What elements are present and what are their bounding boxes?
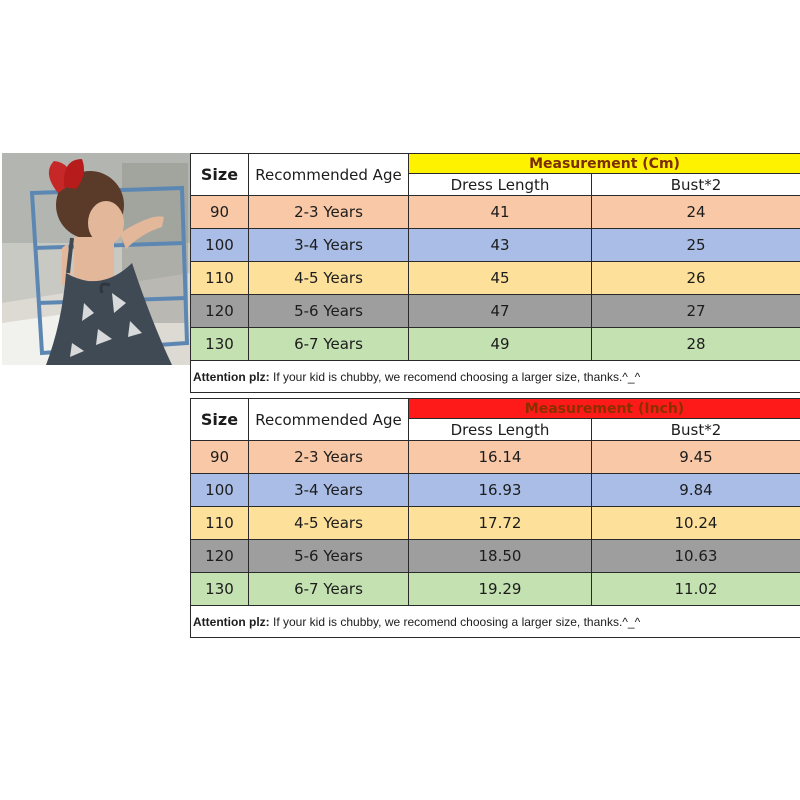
note-label: Attention plz: [193, 369, 270, 384]
note-label: Attention plz: [193, 614, 270, 629]
table-row [191, 507, 800, 540]
size-header: Size [191, 399, 249, 441]
note-text: If your kid is chubby, we recomend choosing a larger size, thanks.^_^ [269, 369, 641, 384]
header-row [191, 154, 800, 174]
length-header: Dress Length [409, 174, 592, 196]
length-cell: 16.14 [409, 441, 592, 474]
size-cell: 100 [191, 229, 249, 262]
size-cell: 100 [191, 474, 249, 507]
table-row [191, 196, 800, 229]
age-cell: 5-6 Years [249, 540, 409, 573]
age-cell: 2-3 Years [249, 441, 409, 474]
length-cell: 19.29 [409, 573, 592, 606]
size-cell: 110 [191, 507, 249, 540]
age-cell: 4-5 Years [249, 262, 409, 295]
bust-cell: 10.63 [592, 540, 800, 573]
bust-cell: 24 [592, 196, 800, 229]
measurement-header-cm: Measurement (Cm) [409, 154, 800, 174]
size-header: Size [191, 154, 249, 196]
measurement-header-inch: Measurement (Inch) [409, 399, 800, 419]
age-header: Recommended Age [249, 399, 409, 441]
bust-cell: 25 [592, 229, 800, 262]
table-row [191, 328, 800, 361]
length-cell: 49 [409, 328, 592, 361]
bust-cell: 10.24 [592, 507, 800, 540]
age-cell: 3-4 Years [249, 474, 409, 507]
table-row [191, 474, 800, 507]
length-cell: 17.72 [409, 507, 592, 540]
age-cell: 6-7 Years [249, 573, 409, 606]
size-cell: 90 [191, 441, 249, 474]
note-row [191, 361, 800, 393]
bust-cell: 9.84 [592, 474, 800, 507]
bust-cell: 11.02 [592, 573, 800, 606]
product-photo [2, 153, 190, 365]
length-cell: 45 [409, 262, 592, 295]
age-cell: 6-7 Years [249, 328, 409, 361]
age-cell: 4-5 Years [249, 507, 409, 540]
table-row [191, 262, 800, 295]
size-chart-inch [190, 398, 800, 638]
table-row [191, 229, 800, 262]
age-header: Recommended Age [249, 154, 409, 196]
size-chart-cm [190, 153, 800, 393]
size-cell: 130 [191, 573, 249, 606]
size-cell: 110 [191, 262, 249, 295]
age-cell: 2-3 Years [249, 196, 409, 229]
table-row [191, 441, 800, 474]
bust-cell: 28 [592, 328, 800, 361]
size-cell: 120 [191, 540, 249, 573]
table-row [191, 573, 800, 606]
header-row [191, 399, 800, 419]
length-cell: 18.50 [409, 540, 592, 573]
age-cell: 5-6 Years [249, 295, 409, 328]
attention-note [191, 606, 800, 638]
table-row [191, 295, 800, 328]
length-cell: 41 [409, 196, 592, 229]
bust-header: Bust*2 [592, 174, 800, 196]
size-cell: 130 [191, 328, 249, 361]
note-row [191, 606, 800, 638]
length-cell: 16.93 [409, 474, 592, 507]
bust-header: Bust*2 [592, 419, 800, 441]
size-cell: 120 [191, 295, 249, 328]
child-photo-icon [2, 153, 190, 365]
length-cell: 43 [409, 229, 592, 262]
bust-cell: 9.45 [592, 441, 800, 474]
bust-cell: 27 [592, 295, 800, 328]
length-header: Dress Length [409, 419, 592, 441]
bust-cell: 26 [592, 262, 800, 295]
size-cell: 90 [191, 196, 249, 229]
length-cell: 47 [409, 295, 592, 328]
table-row [191, 540, 800, 573]
age-cell: 3-4 Years [249, 229, 409, 262]
attention-note [191, 361, 800, 393]
note-text: If your kid is chubby, we recomend choosing a larger size, thanks.^_^ [269, 614, 641, 629]
